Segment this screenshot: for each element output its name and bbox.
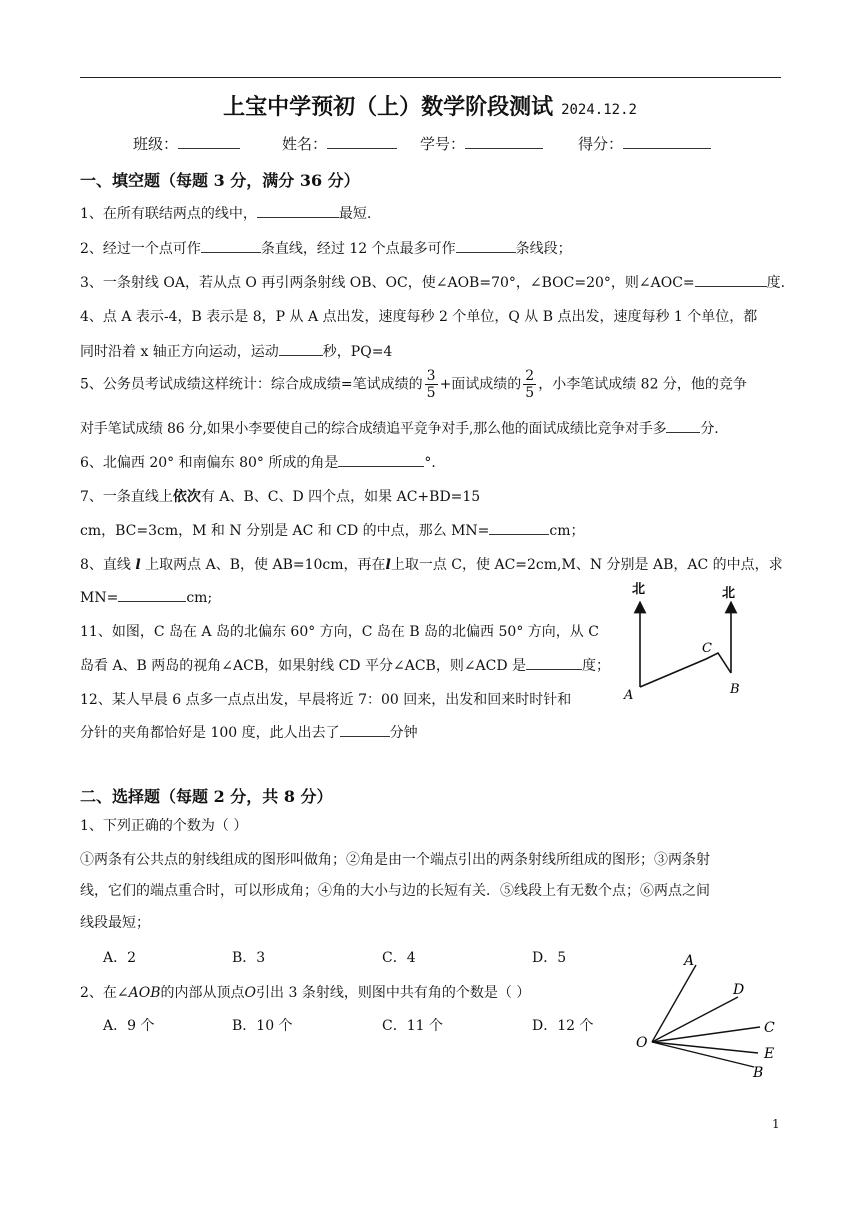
ray-oc bbox=[652, 1027, 760, 1042]
title-date: 2024.12.2 bbox=[561, 102, 637, 118]
mc-question-2: 2、在∠AOB的内部从顶点O引出 3 条射线，则图中共有角的个数是（ ） bbox=[80, 985, 531, 1001]
path-a-c-b bbox=[640, 653, 731, 687]
label-c: C bbox=[702, 641, 712, 656]
mc1-option-c: C．4 bbox=[382, 950, 416, 966]
question-4-line-1: 4、点 A 表示-4，B 表示是 8，P 从 A 点出发，速度每秒 2 个单位，Q 从 B 点出发，速度每秒 1 个单位，都 bbox=[80, 309, 758, 325]
label-a: A bbox=[624, 688, 634, 703]
question-12-line-2: 分针的夹角都恰好是 100 度，此人出去了 分钟 bbox=[80, 722, 418, 742]
question-6: 6、北偏西 20° 和南偏东 80° 所成的角是 °． bbox=[80, 452, 445, 472]
id-field: 学号： bbox=[420, 133, 543, 154]
q6-blank bbox=[338, 452, 424, 467]
section-1-heading: 一、填空题（每题 3 分，满分 36 分） bbox=[80, 171, 360, 190]
q11-blank bbox=[526, 655, 582, 670]
ray-ob bbox=[652, 1042, 754, 1067]
q1-blank bbox=[257, 203, 339, 218]
mc2-option-a: A．9 个 bbox=[103, 1018, 155, 1034]
mc2-option-c: C．11 个 bbox=[382, 1018, 443, 1034]
q4-blank bbox=[279, 341, 323, 356]
question-3: 3、一条射线 OA，若从点 O 再引两条射线 OB、OC，使∠AOB=70°，∠BOC=20°，则∠AOC= 度. bbox=[80, 272, 785, 292]
mc1-option-a: A．2 bbox=[103, 950, 137, 966]
question-7-line-1: 7、一条直线上依次有 A、B、C、D 四个点，如果 AC+BD=15 bbox=[80, 489, 481, 505]
mc-question-1: 1、下列正确的个数为（ ） bbox=[80, 818, 248, 834]
label-a: A bbox=[684, 953, 695, 969]
mc1-option-b: B．3 bbox=[232, 950, 266, 966]
question-1: 1、在所有联结两点的线中， 最短. bbox=[80, 203, 371, 223]
label-b: B bbox=[753, 1065, 764, 1081]
ray-oe bbox=[652, 1042, 758, 1053]
label-o: O bbox=[636, 1035, 648, 1051]
section-2-heading: 二、选择题（每题 2 分，共 8 分） bbox=[80, 787, 333, 806]
question-5-line-1: 5、公务员考试成绩这样统计：综合成成绩=笔试成绩的 $\frac{3}{5}$ +面试成绩的 $\frac{2}{5}$ ，小李笔试成绩 82 分，他的竞争 bbox=[80, 368, 747, 401]
question-8-line-2: MN= cm; bbox=[80, 587, 212, 606]
score-blank bbox=[623, 134, 711, 149]
mc-q1-text-line-1: ①两条有公共点的射线组成的图形叫做角；②角是由一个端点引出的两条射线所组成的图形；③两条射 bbox=[80, 852, 710, 868]
q2-blank-1 bbox=[201, 238, 261, 253]
question-7-line-2: cm，BC=3cm，M 和 N 分别是 AC 和 CD 的中点，那么 MN= cm； bbox=[80, 520, 585, 540]
header-rule bbox=[80, 77, 781, 78]
id-blank bbox=[465, 134, 543, 149]
name-field: 姓名： bbox=[282, 133, 397, 154]
q5-blank bbox=[666, 418, 700, 433]
mc1-option-d: D．5 bbox=[532, 950, 567, 966]
q8-blank bbox=[118, 587, 186, 602]
page-number: 1 bbox=[772, 1117, 780, 1131]
class-blank bbox=[178, 134, 240, 149]
question-11-line-2: 岛看 A、B 两岛的视角∠ACB，如果射线 CD 平分∠ACB，则∠ACD 是 度； bbox=[80, 655, 610, 675]
name-blank bbox=[327, 134, 397, 149]
q2-blank-2 bbox=[456, 238, 516, 253]
label-b: B bbox=[730, 682, 740, 697]
mc2-option-b: B．10 个 bbox=[232, 1018, 293, 1034]
class-field: 班级： bbox=[133, 133, 240, 154]
question-5-line-2: 对手笔试成绩 86 分,如果小李要使自己的综合成绩追平竞争对手,那么他的面试成绩比竞争对手多 分. bbox=[80, 418, 718, 438]
question-12-line-1: 12、某人早晨 6 点多一点点出发，早晨将近 7：00 回来，出发和回来时时针和 bbox=[80, 692, 572, 708]
north-label-1: 北 bbox=[632, 582, 646, 597]
fraction-3-5: $\frac{3}{5}$ bbox=[426, 368, 436, 401]
score-field: 得分： bbox=[578, 133, 711, 154]
mc-q1-text-line-2: 线，它们的端点重合时，可以形成角；④角的大小与边的长短有关．⑤线段上有无数个点；⑥两点之间 bbox=[80, 883, 710, 899]
mc-q1-text-line-3: 线段最短； bbox=[80, 915, 150, 931]
title-text: 上宝中学预初（上）数学阶段测试 bbox=[223, 94, 554, 120]
page-title bbox=[0, 90, 860, 121]
label-c: C bbox=[764, 1020, 775, 1036]
question-4-line-2: 同时沿着 x 轴正方向运动，运动 秒，PQ=4 bbox=[80, 341, 392, 361]
rays-figure bbox=[630, 945, 790, 1085]
label-e: E bbox=[764, 1046, 775, 1062]
q12-blank bbox=[340, 722, 390, 737]
question-11-line-1: 11、如图，C 岛在 A 岛的北偏东 60° 方向，C 岛在 B 岛的北偏西 50° 方向，从 C bbox=[80, 624, 599, 640]
question-8-line-1: 8、直线 l 上取两点 A、B，使 AB=10cm，再在l上取一点 C，使 AC=2cm,M、N 分别是 AB，AC 的中点，求 bbox=[80, 557, 783, 573]
fraction-2-5: $\frac{2}{5}$ bbox=[525, 368, 535, 401]
label-d: D bbox=[733, 982, 745, 998]
north-label-2: 北 bbox=[722, 586, 736, 601]
question-2: 2、经过一个点可作 条直线，经过 12 个点最多可作 条线段； bbox=[80, 238, 572, 258]
q7-blank bbox=[489, 520, 549, 535]
mc2-option-d: D．12 个 bbox=[532, 1018, 594, 1034]
islands-figure bbox=[618, 575, 758, 710]
q3-blank bbox=[695, 272, 767, 287]
